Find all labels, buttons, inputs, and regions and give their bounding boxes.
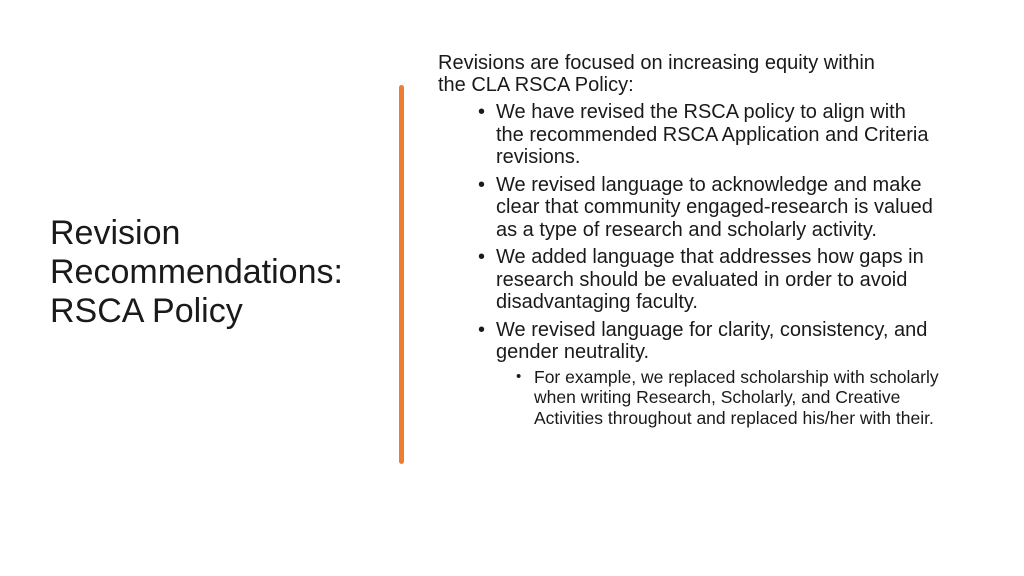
accent-divider <box>399 85 404 464</box>
bullet-item: • We added language that addresses how gaps in research should be evaluated in order to avoid disadvantaging faculty. <box>478 246 938 314</box>
bullet-item-text: We revised language for clarity, consistency, and gender neutrality. <box>496 318 928 363</box>
sub-bullet-item: • For example, we replaced scholarship with scholarly when writing Research, Scholarly, and Creative Activities throughout and replaced his/her with their. <box>516 367 946 429</box>
bullet-item: • We revised language to acknowledge and make clear that community engaged-research is valued as a type of research and scholarly activity. <box>478 174 938 242</box>
slide-title: Revision Recommendations: RSCA Policy <box>50 214 343 330</box>
slide-body <box>438 52 978 428</box>
intro-text: Revisions are focused on increasing equity within the CLA RSCA Policy: <box>438 52 875 96</box>
sub-bullet-list <box>516 367 946 429</box>
bullet-list <box>478 101 938 428</box>
bullet-item: • We have revised the RSCA policy to align with the recommended RSCA Application and Criteria revisions. <box>478 101 938 169</box>
bullet-item <box>478 319 938 429</box>
